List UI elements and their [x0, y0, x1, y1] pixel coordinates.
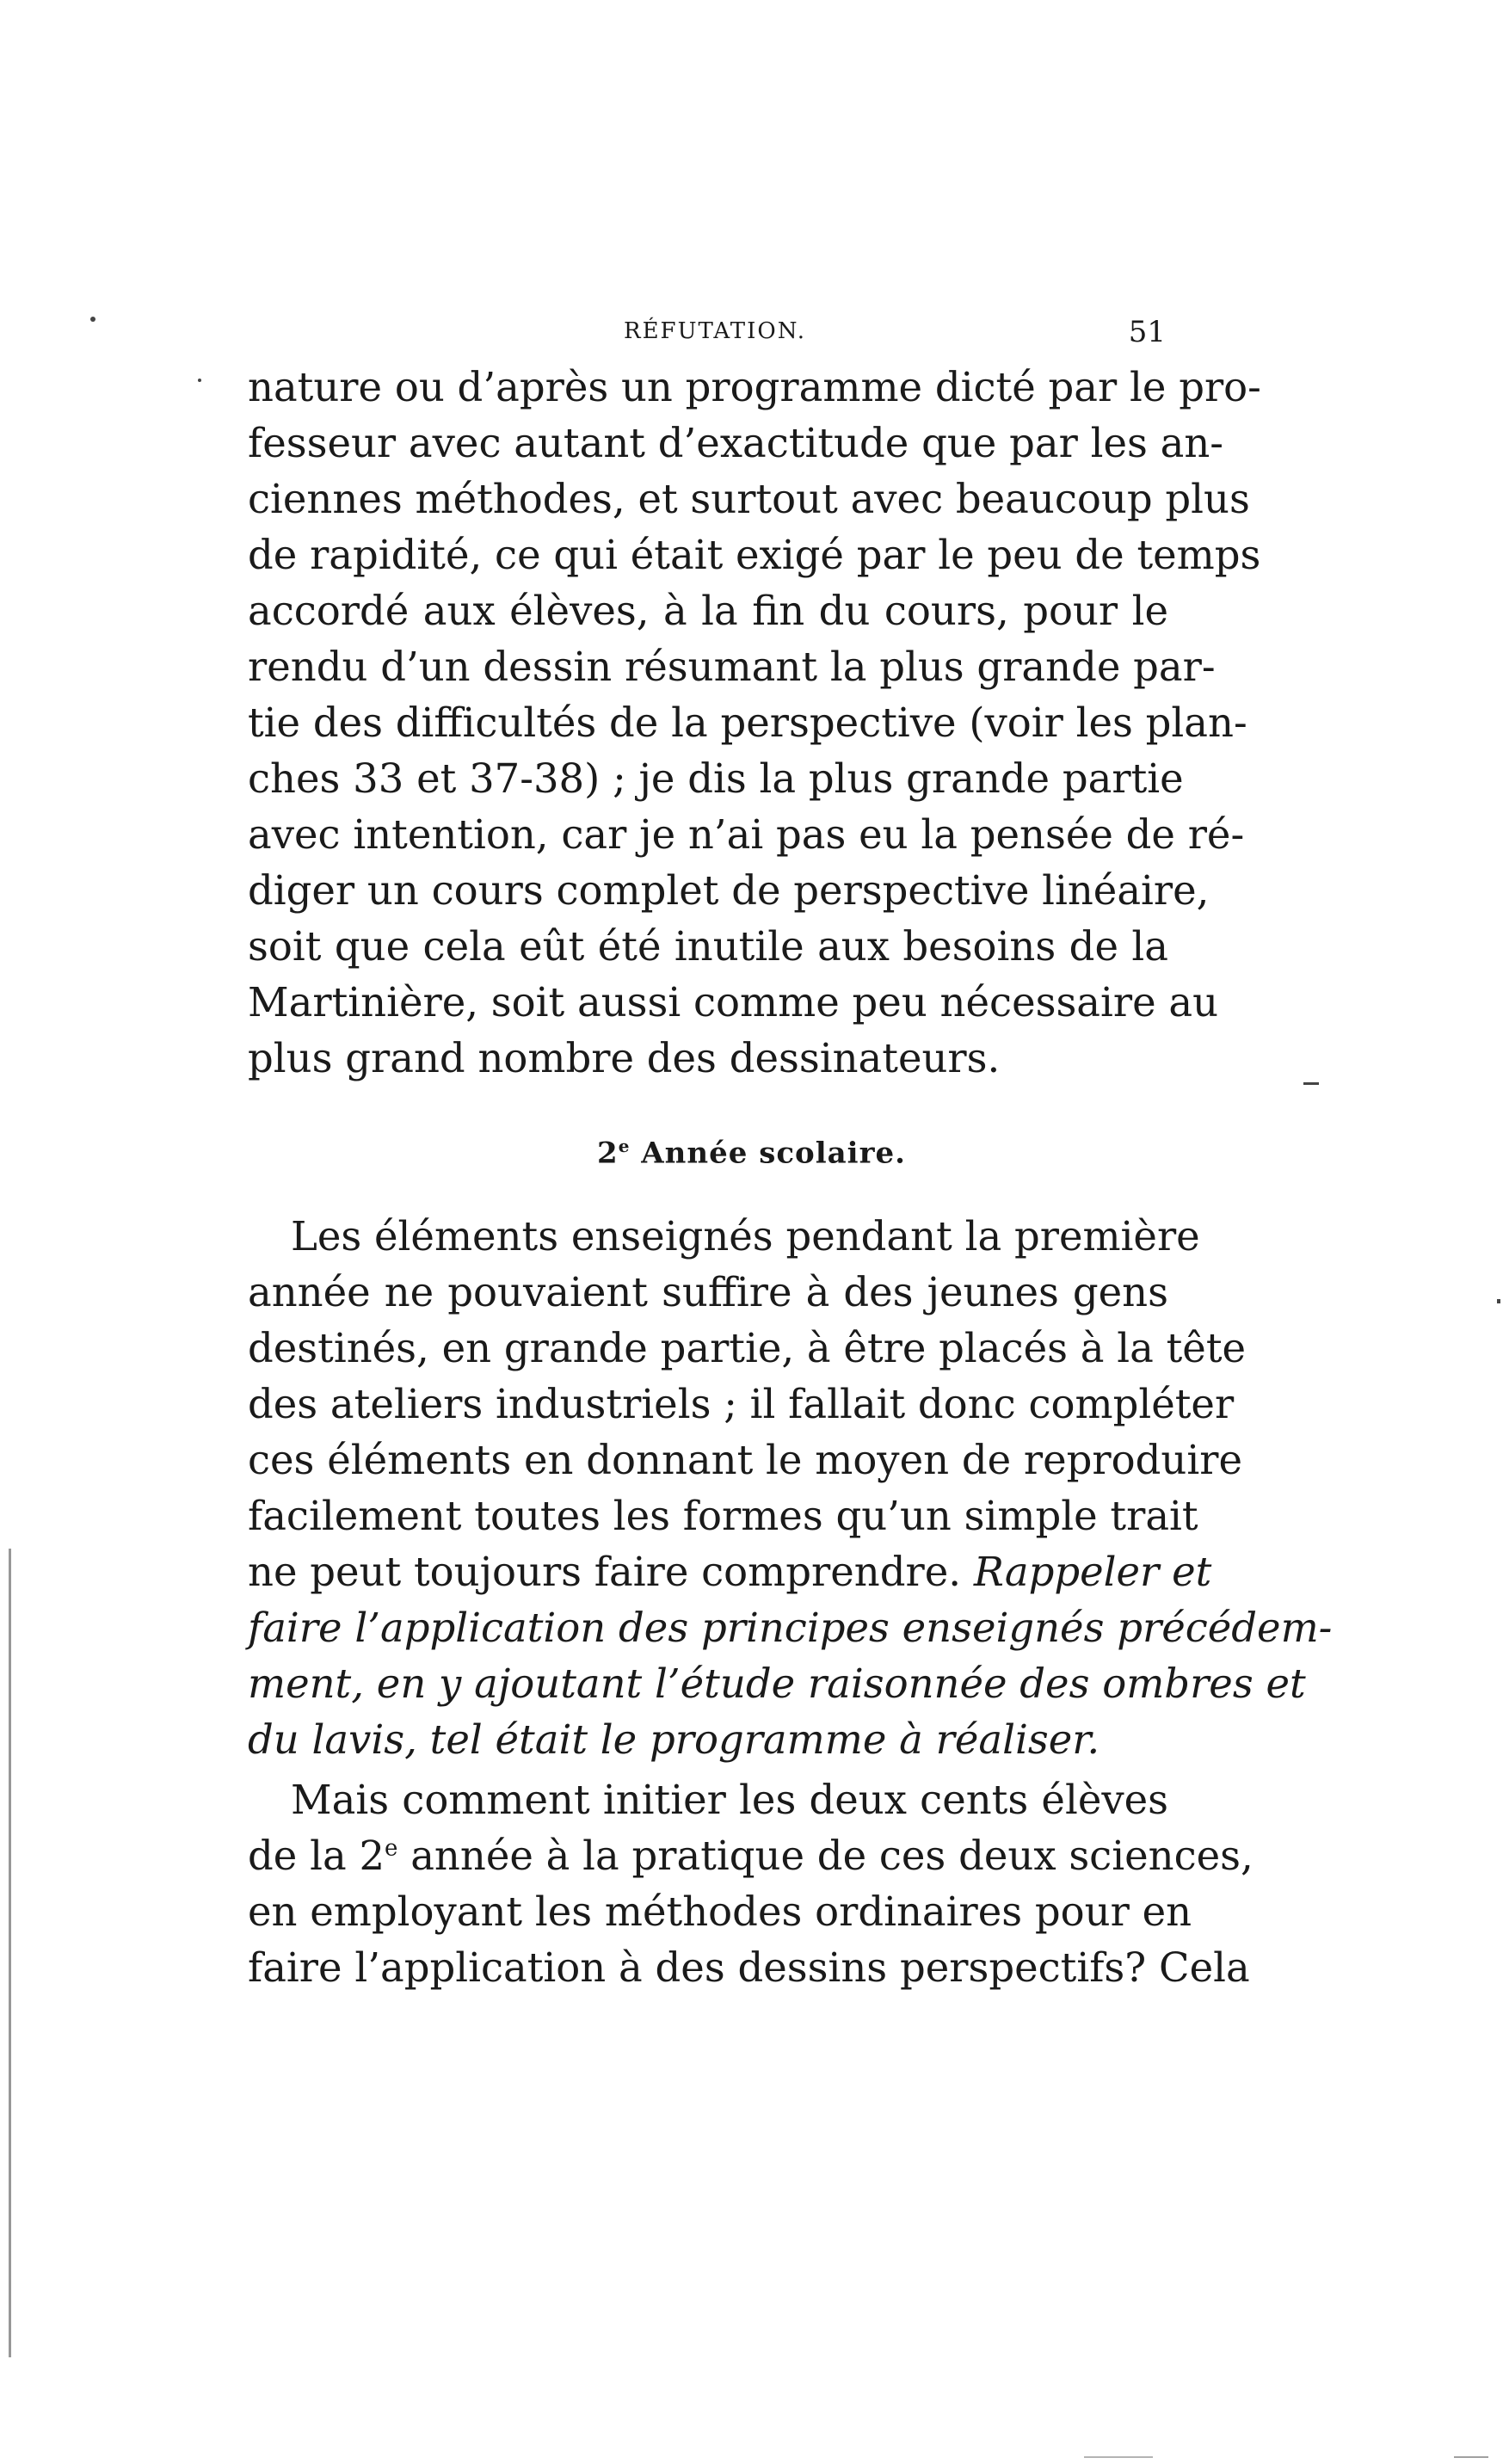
section-heading	[0, 1136, 1503, 1170]
text-line: avec intention, car je n’ai pas eu la pensée de ré-	[248, 811, 1245, 858]
page-header	[249, 315, 1179, 353]
text-line: facilement toutes les formes qu’un simple trait	[248, 1493, 1198, 1539]
text-line: des ateliers industriels ; il fallait donc compléter	[248, 1381, 1235, 1427]
scan-margin-line	[9, 1549, 11, 2357]
text-line: Mais comment initier les deux cents élèves	[291, 1777, 1168, 1823]
text-line: fesseur avec autant d’exactitude que par les an-	[248, 420, 1224, 466]
text-line: plus grand nombre des dessinateurs.	[248, 1035, 1001, 1081]
scan-speck	[198, 379, 201, 382]
ordinal-superscript: e	[385, 1835, 398, 1862]
text-line: Martinière, soit aussi comme peu nécessaire au	[248, 979, 1219, 1026]
section-number: 2	[597, 1136, 619, 1171]
text-line: nature ou d’après un programme dicté par le pro-	[248, 364, 1261, 410]
text-post: année à la pratique de ces deux sciences,	[397, 1833, 1254, 1879]
paragraph-one	[248, 1209, 1333, 1768]
continued-paragraph	[248, 360, 1261, 1087]
text-line: destinés, en grande partie, à être placés à la tête	[248, 1325, 1247, 1371]
text-line: rendu d’un dessin résumant la plus grande par-	[248, 644, 1216, 690]
section-superscript: e	[618, 1136, 631, 1156]
text-line-italic: ment, en y ajoutant l’étude raisonnée des ombres et	[248, 1660, 1306, 1707]
text-line-italic: faire l’application des principes enseignés précédem-	[248, 1605, 1333, 1651]
text-roman: ne peut toujours faire comprendre.	[248, 1549, 962, 1595]
scan-speck	[1303, 1082, 1319, 1085]
text-line: soit que cela eût été inutile aux besoins de la	[248, 923, 1168, 970]
text-italic: Rappeler et	[973, 1549, 1212, 1595]
text-line: Les éléments enseignés pendant la première	[291, 1213, 1200, 1260]
paragraph-two	[248, 1772, 1254, 1996]
text-line-mixed	[248, 1544, 1212, 1600]
text-pre: de la 2	[248, 1833, 385, 1879]
text-line: de rapidité, ce qui était exigé par le peu de temps	[248, 532, 1261, 578]
text-line: année ne pouvaient suffire à des jeunes gens	[248, 1269, 1168, 1315]
text-line: en employant les méthodes ordinaires pour en	[248, 1888, 1192, 1935]
section-title: Année scolaire.	[641, 1136, 906, 1171]
text-line-with-superscript	[248, 1828, 1254, 1884]
text-line: ches 33 et 37-38) ; je dis la plus grande partie	[248, 755, 1184, 802]
text-line: ces éléments en donnant le moyen de reproduire	[248, 1437, 1242, 1483]
scan-speck	[1454, 2456, 1488, 2458]
text-line: ciennes méthodes, et surtout avec beaucoup plus	[248, 476, 1250, 522]
text-line-italic: du lavis, tel était le programme à réaliser.	[248, 1716, 1100, 1763]
text-line: faire l’application à des dessins perspectifs? Cela	[248, 1944, 1250, 1991]
scan-speck	[1084, 2456, 1153, 2458]
text-line: diger un cours complet de perspective linéaire,	[248, 867, 1210, 914]
page-number: 51	[1128, 315, 1166, 349]
text-line: accordé aux élèves, à la fin du cours, pour le	[248, 588, 1168, 634]
running-title: RÉFUTATION.	[624, 318, 807, 344]
text-line: tie des difficultés de la perspective (voir les plan-	[248, 699, 1247, 746]
scan-speck	[90, 317, 95, 322]
scan-speck	[1497, 1299, 1500, 1303]
